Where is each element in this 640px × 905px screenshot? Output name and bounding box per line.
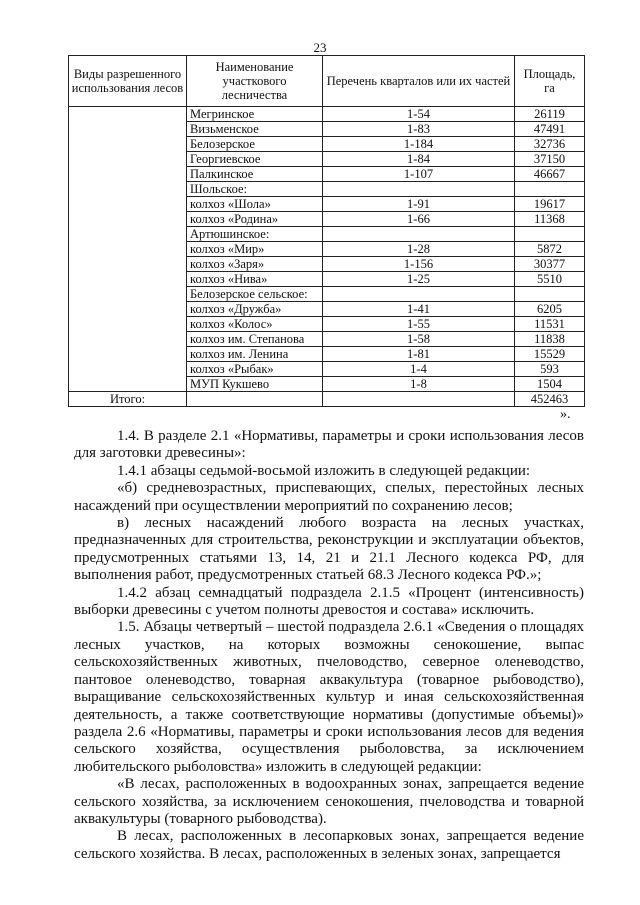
table-row [69, 107, 585, 122]
header-forestry: Наименование участкового лесничества [187, 56, 323, 107]
forestry-name-cell: Визьменское [187, 122, 323, 137]
forestry-name-cell: колхоз им. Степанова [187, 332, 323, 347]
forestry-name-cell: колхоз «Колос» [187, 317, 323, 332]
total-empty-cell [187, 392, 323, 407]
quarters-cell: 1-28 [323, 242, 515, 257]
quarters-cell: 1-58 [323, 332, 515, 347]
area-cell: 19617 [515, 197, 585, 212]
total-empty-cell [323, 392, 515, 407]
area-cell: 37150 [515, 152, 585, 167]
paragraph: в) лесных насаждений любого возраста на лесных участках, предназначенных для строительства, реконструкции и эксплуатации объектов, предусмотренных статьями 13, 14, 21 и 21.1 Лесного кодекса РФ, для выполнения работ, предусмотренных статьей 68.3 Лесного кодекса РФ.»; [74, 515, 584, 584]
forestry-name-cell: колхоз «Заря» [187, 257, 323, 272]
area-cell: 11531 [515, 317, 585, 332]
forestry-name-cell: Мегринское [187, 107, 323, 122]
quarters-cell: 1-156 [323, 257, 515, 272]
forestry-name-cell: колхоз «Дружба» [187, 302, 323, 317]
paragraph: 1.5. Абзацы четвертый – шестой подраздела 2.6.1 «Сведения о площадях лесных участков, на которых возможны сенокошение, выпас сельскохозяйственных животных, пчеловодство, северное оленеводство, пантовое оленеводство, товарная аквакультура (товарное рыбоводство), выращивание сельскохозяйственных культур и иная сельскохозяйственная деятельность, а также соответствующие нормативы (допустимые объемы)» раздела 2.6 «Нормативы, параметры и сроки использования лесов для ведения сельского хозяйства, осуществления рыболовства, за исключением любительского рыболовства» изложить в следующей редакции: [74, 619, 584, 775]
quarters-cell: 1-84 [323, 152, 515, 167]
quarters-cell: 1-55 [323, 317, 515, 332]
forestry-name-cell: колхоз «Родина» [187, 212, 323, 227]
header-use-type: Виды разрешенного использования лесов [69, 56, 187, 107]
document-body [74, 428, 584, 863]
header-quarters: Перечень кварталов или их частей [323, 56, 515, 107]
total-label: Итого: [69, 392, 187, 407]
paragraph: 1.4.2 абзац семнадцатый подраздела 2.1.5 «Процент (интенсивность) выборки древесины с учетом полноты древостоя и состава» исключить. [74, 584, 584, 619]
closing-quote: ». [560, 407, 571, 422]
forestry-name-cell: Белозерское сельское: [187, 287, 323, 302]
area-cell: 30377 [515, 257, 585, 272]
quarters-cell: 1-4 [323, 362, 515, 377]
quarters-cell: 1-41 [323, 302, 515, 317]
use-type-cell [69, 107, 187, 392]
quarters-cell: 1-83 [323, 122, 515, 137]
area-cell [515, 182, 585, 197]
area-cell: 15529 [515, 347, 585, 362]
quarters-cell: 1-81 [323, 347, 515, 362]
paragraph: 1.4.1 абзацы седьмой-восьмой изложить в следующей редакции: [117, 462, 531, 479]
header-area: Площадь, га [515, 56, 585, 107]
quarters-cell: 1-8 [323, 377, 515, 392]
quarters-cell [323, 287, 515, 302]
forestry-name-cell: колхоз им. Ленина [187, 347, 323, 362]
total-value: 452463 [515, 392, 585, 407]
forestry-name-cell: МУП Кукшево [187, 377, 323, 392]
forestry-name-cell: колхоз «Мир» [187, 242, 323, 257]
area-cell: 1504 [515, 377, 585, 392]
area-cell: 593 [515, 362, 585, 377]
quarters-cell: 1-25 [323, 272, 515, 287]
table-total-row [69, 392, 585, 407]
forestry-name-cell: Палкинское [187, 167, 323, 182]
area-cell: 5510 [515, 272, 585, 287]
table-body [69, 107, 585, 392]
paragraph: В лесах, расположенных в лесопарковых зонах, запрещается ведение сельского хозяйства. В лесах, расположенных в зеленых зонах, запрещается [74, 828, 584, 862]
area-cell: 5872 [515, 242, 585, 257]
paragraph: 1.4. В разделе 2.1 «Нормативы, параметры и сроки использования лесов для заготовки древесины»: [74, 428, 584, 462]
quarters-cell: 1-91 [323, 197, 515, 212]
paragraph: «б) средневозрастных, приспевающих, спелых, перестойных лесных насаждений при осуществлении мероприятий по сохранению лесов; [74, 480, 584, 514]
quarters-cell [323, 227, 515, 242]
area-cell [515, 227, 585, 242]
area-cell [515, 287, 585, 302]
quarters-cell: 1-107 [323, 167, 515, 182]
quarters-cell: 1-184 [323, 137, 515, 152]
forestry-name-cell: колхоз «Нива» [187, 272, 323, 287]
area-cell: 26119 [515, 107, 585, 122]
forestry-name-cell: Георгиевское [187, 152, 323, 167]
area-cell: 32736 [515, 137, 585, 152]
forestry-name-cell: колхоз «Рыбак» [187, 362, 323, 377]
area-cell: 47491 [515, 122, 585, 137]
paragraph: «В лесах, расположенных в водоохранных зонах, запрещается ведение сельского хозяйства, за исключением сенокошения, пчеловодства и товарной аквакультуры (товарного рыбоводства). [74, 776, 584, 827]
area-cell: 11838 [515, 332, 585, 347]
area-cell: 46667 [515, 167, 585, 182]
forestry-name-cell: Белозерское [187, 137, 323, 152]
page-number: 23 [313, 40, 327, 55]
quarters-cell: 1-54 [323, 107, 515, 122]
forestry-name-cell: Артюшинское: [187, 227, 323, 242]
area-cell: 6205 [515, 302, 585, 317]
table-header-row [69, 56, 585, 107]
area-cell: 11368 [515, 212, 585, 227]
quarters-cell [323, 182, 515, 197]
forestry-table [68, 55, 585, 407]
forestry-name-cell: колхоз «Шола» [187, 197, 323, 212]
forestry-name-cell: Шольское: [187, 182, 323, 197]
quarters-cell: 1-66 [323, 212, 515, 227]
